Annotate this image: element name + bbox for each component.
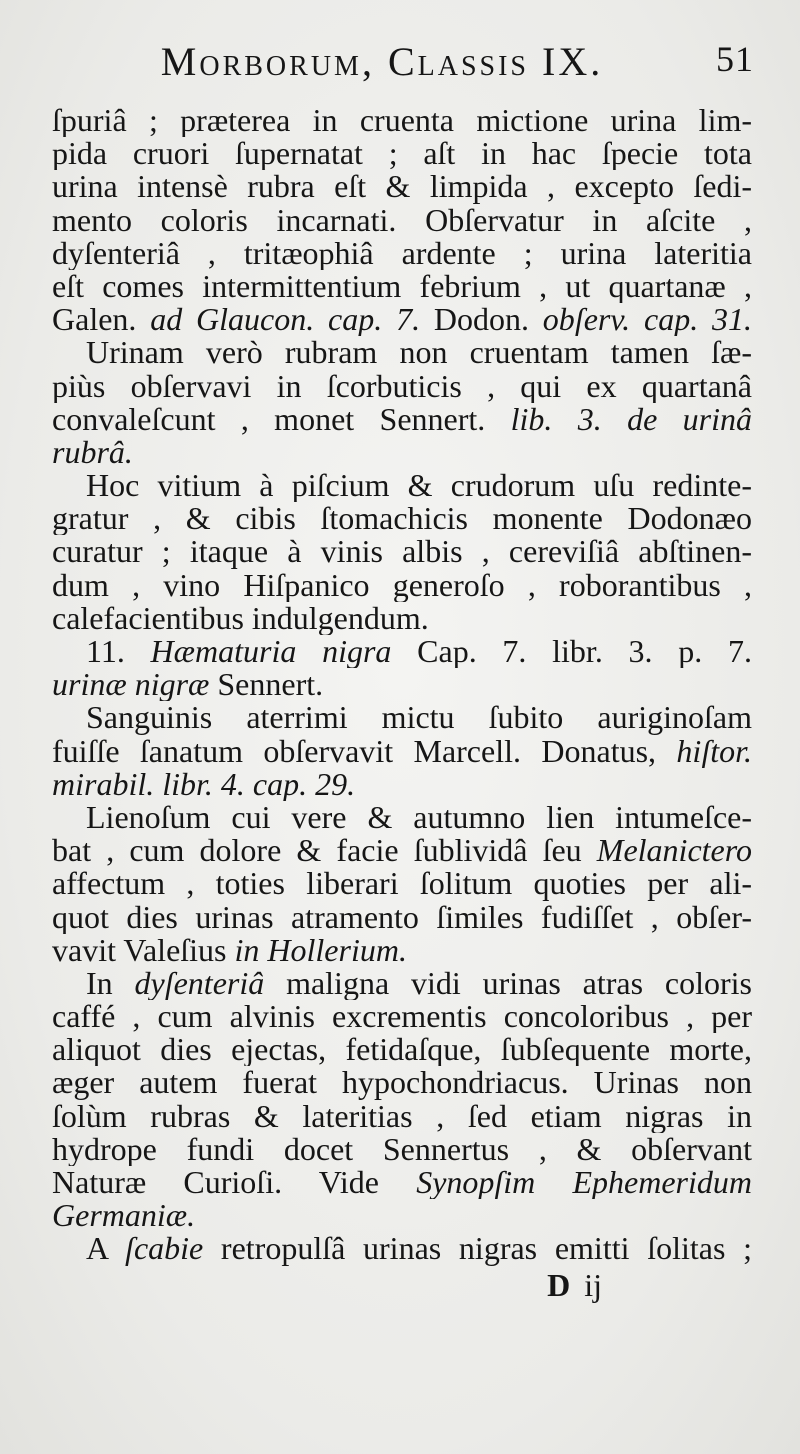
text-line [52,967,752,1000]
text-line: Urinam verò rubram non cruentam tamen ſæ- [86,336,752,370]
text-line: curatur ; itaque à vinis albis , cereviſiâ abſtinen- [52,535,752,569]
text-line: piùs obſervavi in ſcorbuticis , qui ex quartanâ [52,369,752,403]
italic-segment: Synopſim Ephemeridum [416,1166,752,1200]
italic-segment: Hæmaturia nigra [150,635,392,669]
text-line: Lienoſum cui vere & autumno lien intumeſce- [86,800,752,835]
text-segment: Galen. [52,303,151,337]
text-line: calefacientibus indulgendum. [52,601,429,635]
text-line: hydrope fundi docet Sennertus , & obſervant [52,1132,752,1166]
text-line [52,1166,752,1199]
italic-segment: hiſtor. [676,734,752,768]
text-line: ſpuriâ ; præterea in cruenta mictione urina lim- [52,104,752,138]
italic-segment: rubrâ. [52,435,133,470]
italic-segment: Melanictero [596,834,752,868]
text-line: caffé , cum alvinis excrementis concoloribus , per [52,1000,752,1034]
text-line [52,668,752,701]
text-line: aliquot dies ejectas, fetidaſque, ſubſequente morte, [52,1033,752,1067]
text-segment: bat , cum dolore & facie ſublividâ ſeu [52,834,597,868]
text-line: eſt comes intermittentium febrium , ut quartanæ , [52,269,752,304]
italic-segment: urinæ nigræ [52,668,210,702]
text-segment: retropulſâ urinas nigras emitti ſolitas ; [203,1232,752,1266]
text-segment: A [86,1232,126,1266]
body-text [52,104,752,1266]
text-segment: 11. [86,635,151,669]
text-line: ſolùm rubras & lateritias , ſed etiam nigras in [52,1099,752,1133]
italic-segment: ad Glaucon. cap. 7. [150,303,421,337]
text-segment: Dodon. [420,303,543,337]
italic-segment: in Hollerium. [234,933,407,967]
text-segment: In [86,966,135,1001]
italic-segment: dyſenteriâ [134,966,265,1001]
italic-segment: ſcabie [125,1232,204,1266]
text-line [52,934,752,967]
text-segment: maligna vidi urinas atras coloris [264,966,752,1001]
text-line: æger autem fuerat hypochondriacus. Urinas non [52,1066,752,1100]
running-head-title: Morborum, Classis IX. [160,39,604,84]
text-line [52,735,752,768]
text-line: dyſenteriâ , tritæophiâ ardente ; urina lateritia [52,236,752,270]
italic-segment: obſerv. cap. 31. [542,303,752,337]
signature-mark [52,1266,752,1304]
text-line: affectum , toties liberari ſolitum quoties per ali- [52,867,752,901]
text-line [52,303,752,336]
text-line: pida cruori ſupernatat ; aſt in hac ſpecie tota [52,137,752,171]
text-line: gratur , & cibis ſtomachicis monente Dodonæo [52,502,752,536]
italic-segment: lib. 3. de urinâ [510,402,752,436]
text-line [52,1199,752,1232]
text-line [52,436,752,469]
running-head [52,38,752,104]
signature-letter: D [547,1266,571,1303]
text-line: dum , vino Hiſpanico generoſo , roborantibus , [52,568,752,602]
text-line [52,635,752,668]
text-line: quot dies urinas atramento ſimiles fudiſſet , obſer- [52,900,752,934]
italic-segment: Germaniæ. [52,1199,196,1233]
italic-segment: mirabil. libr. 4. cap. 29. [52,767,356,801]
text-line [52,768,752,801]
page-number: 51 [716,39,754,79]
text-line [52,1232,752,1265]
text-line: Hoc vitium à piſcium & crudorum uſu redinte- [86,469,752,503]
text-segment: Naturæ Curioſi. Vide [52,1166,417,1200]
text-line [52,403,752,436]
text-line [52,834,752,867]
signature-number: ij [584,1266,602,1303]
text-segment: convaleſcunt , monet Sennert. [52,402,511,436]
text-segment: Sennert. [209,668,324,702]
text-line: Sanguinis aterrimi mictu ſubito auriginoſam [86,701,752,735]
text-segment: vavit Valeſius [52,933,235,967]
text-line: mento coloris incarnati. Obſervatur in aſcite , [52,203,752,237]
text-segment: Cap. 7. libr. 3. p. 7. [391,635,752,669]
text-segment: fuiſſe ſanatum obſervavit Marcell. Donatus, [52,734,677,768]
text-line: urina intensè rubra eſt & limpida , excepto ſedi- [52,170,752,204]
